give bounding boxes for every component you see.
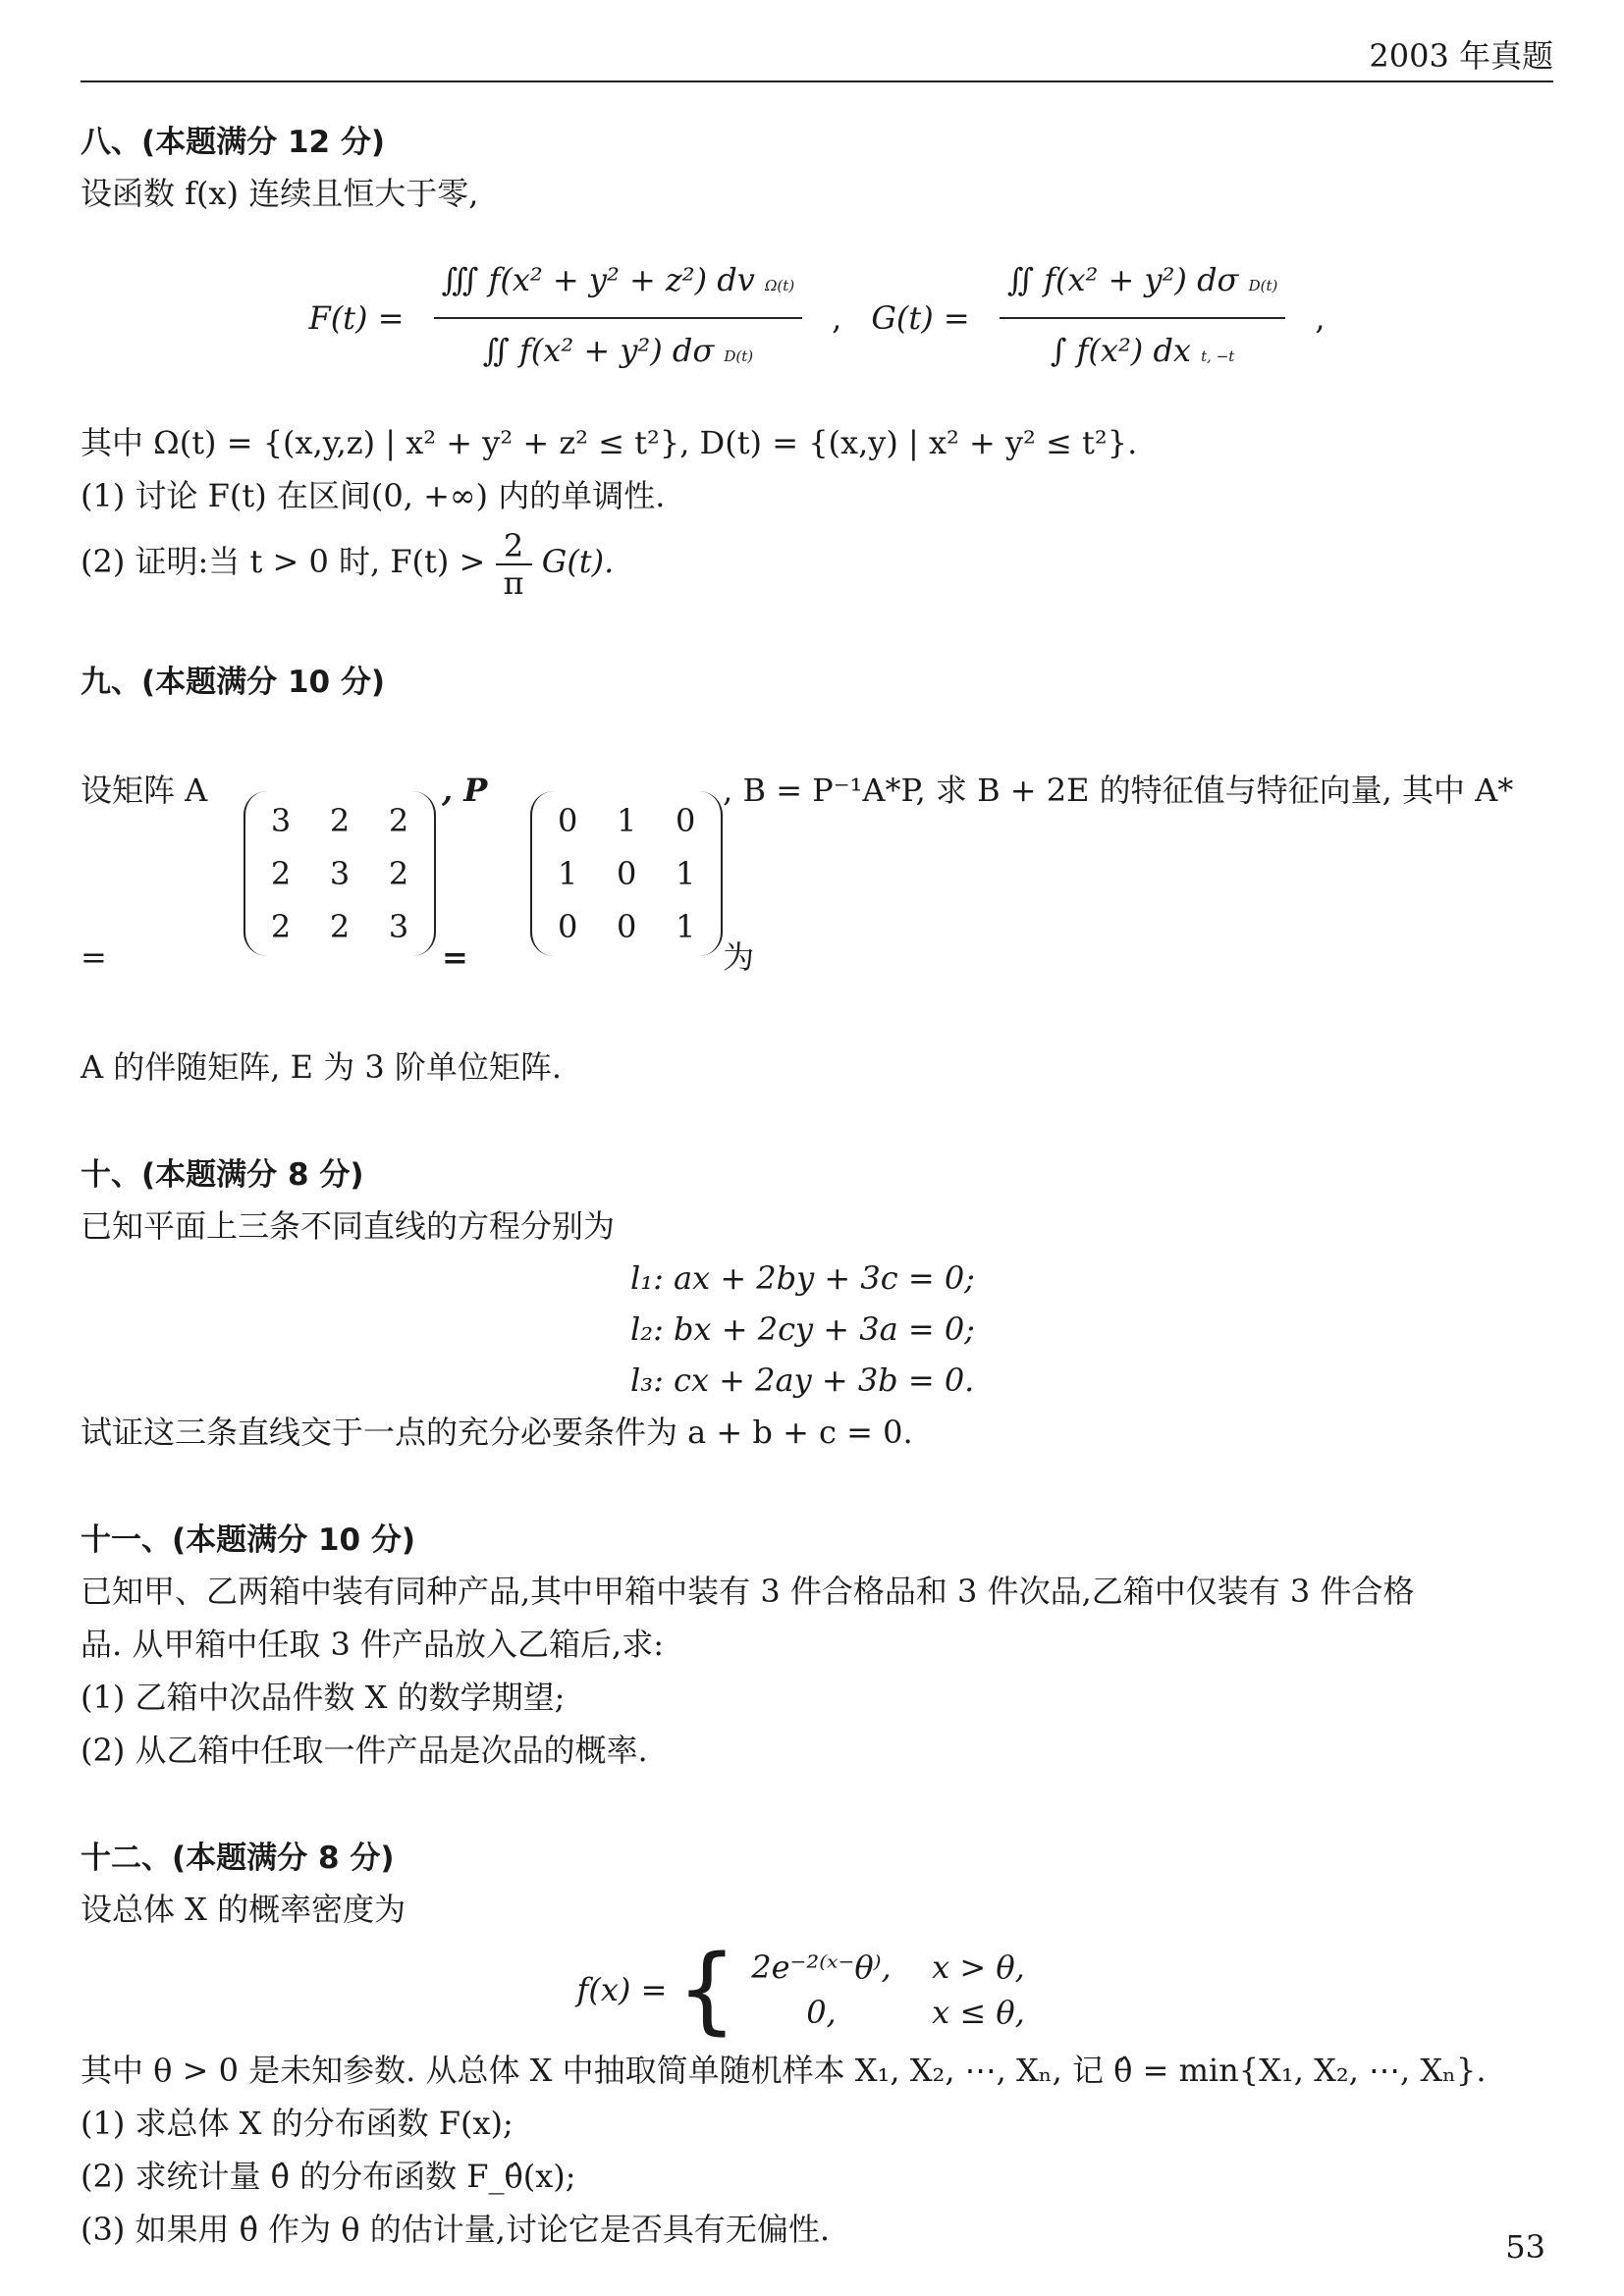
section-title: 十、(本题满分 8 分) bbox=[81, 1157, 364, 1193]
section-10 bbox=[81, 1150, 1553, 1459]
formula-F-G bbox=[81, 220, 1553, 416]
section-where: 其中 Ω(t) = {(x,y,z) | x² + y² + z² ≤ t²}, D(t) = {(x,y) | x² + y² ≤ t²}. bbox=[81, 424, 1138, 461]
two-over-pi: $\frac{2}{\pi}$ bbox=[496, 528, 532, 601]
section-where: 其中 θ > 0 是未知参数. 从总体 X 中抽取简单随机样本 X₁, X₂, ⋯, Xₙ, 记 θ̂ = min{X₁, X₂, ⋯, Xₙ}. bbox=[81, 2052, 1487, 2089]
G-lhs: G(t) = bbox=[871, 299, 970, 337]
comma: , bbox=[832, 299, 842, 337]
A-entry: 3 bbox=[329, 855, 351, 892]
F-denominator: ∬ f(x² + y²) dσ D(t) bbox=[482, 332, 754, 369]
P-entry: 1 bbox=[557, 855, 578, 892]
header-rule bbox=[81, 80, 1553, 82]
case-2-value: 0, bbox=[806, 1994, 837, 2031]
G-denominator: ∫ f(x²) dx t, −t bbox=[1050, 332, 1235, 369]
section-title: 十二、(本题满分 8 分) bbox=[81, 1841, 395, 1876]
A-entry: 2 bbox=[270, 855, 292, 892]
density-formula bbox=[81, 1936, 1553, 2044]
P-entry: 1 bbox=[616, 802, 637, 839]
section-12 bbox=[81, 1834, 1553, 2256]
F-den-region: D(t) bbox=[724, 347, 754, 365]
page-content bbox=[81, 118, 1553, 2256]
matrix-line: 设矩阵 A = 3 2 2 2 3 2 2 2 3 , P = 0 1 0 1 0 1 0 0 1 , B = P⁻¹A*P, 求 B + 2E 的特征值与特征向量, 其中 A* 为 bbox=[81, 772, 1514, 976]
P-entry: 0 bbox=[616, 855, 637, 892]
question-2: (2) 证明:当 t > 0 时, F(t) > $\frac{2}{\pi}$ G(t). bbox=[81, 526, 615, 602]
question-1: (1) 求总体 X 的分布函数 F(x); bbox=[81, 2105, 514, 2142]
question-1: (1) 乙箱中次品件数 X 的数学期望; bbox=[81, 1679, 566, 1716]
A-entry: 2 bbox=[329, 802, 351, 839]
question-3: (3) 如果用 θ̂ 作为 θ 的估计量,讨论它是否具有无偏性. bbox=[81, 2211, 831, 2248]
matrix-A bbox=[244, 791, 436, 956]
F-numerator: ∭ f(x² + y² + z²) dv Ω(t) bbox=[441, 261, 795, 298]
section-title: 八、(本题满分 12 分) bbox=[81, 125, 386, 160]
A-entry: 3 bbox=[270, 802, 292, 839]
F-fraction bbox=[434, 248, 803, 388]
section-9 bbox=[81, 658, 1553, 1094]
A-entry: 2 bbox=[388, 855, 409, 892]
section-8 bbox=[81, 118, 1553, 601]
paragraph-1: 已知甲、乙两箱中装有同种产品,其中甲箱中装有 3 件合格品和 3 件次品,乙箱中仅装有 3 件合格 bbox=[81, 1573, 1415, 1610]
section-intro: 已知平面上三条不同直线的方程分别为 bbox=[81, 1207, 616, 1245]
line-l2: l₂: bx + 2cy + 3a = 0; bbox=[630, 1310, 975, 1348]
section-11 bbox=[81, 1516, 1553, 1777]
matrix-P bbox=[530, 791, 723, 956]
paragraph-2: 品. 从甲箱中任取 3 件产品放入乙箱后,求: bbox=[81, 1626, 665, 1663]
comma: , bbox=[1315, 299, 1326, 337]
case-1-condition: x > θ, bbox=[932, 1949, 1025, 1986]
line-l1: l₁: ax + 2by + 3c = 0; bbox=[630, 1259, 975, 1297]
piecewise bbox=[677, 1935, 1056, 2045]
line-l3: l₃: cx + 2ay + 3b = 0. bbox=[630, 1362, 975, 1399]
case-1-value: 2e⁻²⁽ˣ⁻θ⁾, bbox=[751, 1949, 892, 1986]
cases bbox=[742, 1946, 1056, 2034]
question-2: (2) 从乙箱中任取一件产品是次品的概率. bbox=[81, 1732, 648, 1769]
question-2: (2) 求统计量 θ̂ 的分布函数 F_θ̂(x); bbox=[81, 2158, 576, 2195]
G-den-limits: t, −t bbox=[1201, 347, 1235, 365]
case-2-condition: x ≤ θ, bbox=[932, 1994, 1025, 2031]
P-entry: 0 bbox=[675, 802, 696, 839]
line-equations bbox=[630, 1253, 1553, 1406]
F-num-region: Ω(t) bbox=[765, 277, 795, 294]
left-brace: { bbox=[677, 1935, 737, 2045]
f-lhs: f(x) = bbox=[576, 1971, 668, 2008]
section-intro: 设函数 f(x) 连续且恒大于零, bbox=[81, 175, 479, 212]
header-title: 2003 年真题 bbox=[1369, 37, 1553, 75]
F-lhs: F(t) = bbox=[308, 299, 405, 337]
G-num-region: D(t) bbox=[1248, 277, 1278, 294]
page-number: 53 bbox=[1505, 2228, 1545, 2266]
P-entry: 0 bbox=[557, 802, 578, 839]
matrix-line-2: A 的伴随矩阵, E 为 3 阶单位矩阵. bbox=[81, 1048, 563, 1086]
section-title: 九、(本题满分 10 分) bbox=[81, 665, 386, 700]
A-entry: 2 bbox=[388, 802, 409, 839]
question-1: (1) 讨论 F(t) 在区间(0, +∞) 内的单调性. bbox=[81, 477, 666, 514]
P-entry: 1 bbox=[675, 855, 696, 892]
A-entry: 2 bbox=[270, 908, 292, 945]
section-intro: 设总体 X 的概率密度为 bbox=[81, 1891, 406, 1928]
G-numerator: ∬ f(x² + y²) dσ D(t) bbox=[1006, 261, 1278, 298]
section-claim: 试证这三条直线交于一点的充分必要条件为 a + b + c = 0. bbox=[81, 1414, 913, 1451]
P-entry: 0 bbox=[616, 908, 637, 945]
page-header bbox=[81, 24, 1553, 82]
A-entry: 3 bbox=[388, 908, 409, 945]
A-entry: 2 bbox=[329, 908, 351, 945]
G-fraction bbox=[1000, 248, 1286, 388]
section-title: 十一、(本题满分 10 分) bbox=[81, 1522, 416, 1558]
P-entry: 1 bbox=[675, 908, 696, 945]
P-entry: 0 bbox=[557, 908, 578, 945]
